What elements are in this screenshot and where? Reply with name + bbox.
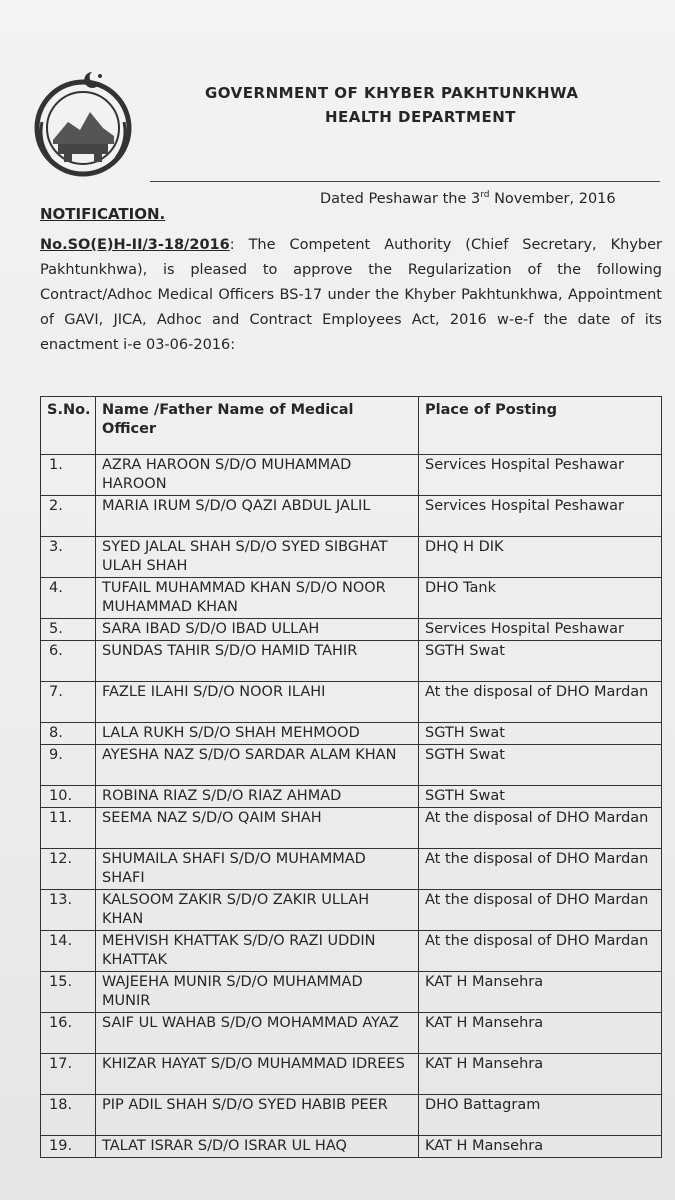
header-sno: S.No. xyxy=(41,397,96,455)
cell-posting: KAT H Mansehra xyxy=(419,1136,662,1158)
cell-name: SEEMA NAZ S/D/O QAIM SHAH xyxy=(96,808,419,849)
cell-name: FAZLE ILAHI S/D/O NOOR ILAHI xyxy=(96,682,419,723)
table-body xyxy=(41,455,662,1158)
table-row xyxy=(41,496,662,537)
table-row xyxy=(41,619,662,641)
government-title: GOVERNMENT OF KHYBER PAKHTUNKHWA xyxy=(205,84,579,102)
cell-name: SARA IBAD S/D/O IBAD ULLAH xyxy=(96,619,419,641)
cell-posting: SGTH Swat xyxy=(419,723,662,745)
table-row xyxy=(41,723,662,745)
cell-posting: Services Hospital Peshawar xyxy=(419,455,662,496)
table-row xyxy=(41,1095,662,1136)
cell-sno: 8. xyxy=(41,723,96,745)
cell-name: WAJEEHA MUNIR S/D/O MUHAMMAD MUNIR xyxy=(96,972,419,1013)
cell-name: SAIF UL WAHAB S/D/O MOHAMMAD AYAZ xyxy=(96,1013,419,1054)
table-row xyxy=(41,808,662,849)
cell-posting: At the disposal of DHO Mardan xyxy=(419,849,662,890)
cell-sno: 5. xyxy=(41,619,96,641)
cell-posting: SGTH Swat xyxy=(419,786,662,808)
government-emblem-icon xyxy=(28,62,138,182)
cell-posting: At the disposal of DHO Mardan xyxy=(419,808,662,849)
cell-sno: 7. xyxy=(41,682,96,723)
cell-sno: 13. xyxy=(41,890,96,931)
notification-heading: NOTIFICATION. xyxy=(40,205,166,223)
cell-name: MEHVISH KHATTAK S/D/O RAZI UDDIN KHATTAK xyxy=(96,931,419,972)
officers-table xyxy=(40,396,662,1158)
table-row xyxy=(41,455,662,496)
cell-name: KALSOOM ZAKIR S/D/O ZAKIR ULLAH KHAN xyxy=(96,890,419,931)
header-name: Name /Father Name of Medical Officer xyxy=(96,397,419,455)
cell-posting: KAT H Mansehra xyxy=(419,1054,662,1095)
table-row xyxy=(41,849,662,890)
cell-name: TUFAIL MUHAMMAD KHAN S/D/O NOOR MUHAMMAD KHAN xyxy=(96,578,419,619)
table-row xyxy=(41,745,662,786)
table-row xyxy=(41,931,662,972)
cell-posting: DHO Tank xyxy=(419,578,662,619)
table-row xyxy=(41,1136,662,1158)
cell-posting: At the disposal of DHO Mardan xyxy=(419,890,662,931)
cell-sno: 18. xyxy=(41,1095,96,1136)
reference-number: No.SO(E)H-II/3-18/2016 xyxy=(40,237,230,253)
cell-sno: 2. xyxy=(41,496,96,537)
dated-line xyxy=(320,190,616,207)
cell-sno: 3. xyxy=(41,537,96,578)
cell-posting: Services Hospital Peshawar xyxy=(419,496,662,537)
cell-sno: 14. xyxy=(41,931,96,972)
table-row xyxy=(41,1013,662,1054)
cell-sno: 4. xyxy=(41,578,96,619)
cell-name: TALAT ISRAR S/D/O ISRAR UL HAQ xyxy=(96,1136,419,1158)
cell-name: LALA RUKH S/D/O SHAH MEHMOOD xyxy=(96,723,419,745)
cell-sno: 15. xyxy=(41,972,96,1013)
table-row xyxy=(41,641,662,682)
cell-posting: KAT H Mansehra xyxy=(419,972,662,1013)
table-row xyxy=(41,786,662,808)
cell-sno: 10. xyxy=(41,786,96,808)
cell-posting: Services Hospital Peshawar xyxy=(419,619,662,641)
table-row xyxy=(41,972,662,1013)
cell-posting: DHQ H DIK xyxy=(419,537,662,578)
cell-name: KHIZAR HAYAT S/D/O MUHAMMAD IDREES xyxy=(96,1054,419,1095)
table-header-row xyxy=(41,397,662,455)
table-row xyxy=(41,537,662,578)
table-row xyxy=(41,682,662,723)
header-divider xyxy=(150,181,660,182)
cell-sno: 19. xyxy=(41,1136,96,1158)
cell-name: AZRA HAROON S/D/O MUHAMMAD HAROON xyxy=(96,455,419,496)
cell-sno: 16. xyxy=(41,1013,96,1054)
notification-body xyxy=(40,233,662,358)
cell-name: ROBINA RIAZ S/D/O RIAZ AHMAD xyxy=(96,786,419,808)
cell-name: MARIA IRUM S/D/O QAZI ABDUL JALIL xyxy=(96,496,419,537)
notification-text: : The Competent Authority (Chief Secretary, Khyber Pakhtunkhwa), is pleased to approve the Regularization of the following Contract/Adhoc Medical Officers BS-17 under the Khyber Pakhtunkhwa, Appointment of GAVI, JICA, Adhoc and Contract Employees Act, 2016 w-e-f the date of its enactment i-e 03-06-2016: xyxy=(40,237,662,353)
cell-name: SHUMAILA SHAFI S/D/O MUHAMMAD SHAFI xyxy=(96,849,419,890)
cell-posting: KAT H Mansehra xyxy=(419,1013,662,1054)
table-row xyxy=(41,1054,662,1095)
table-row xyxy=(41,890,662,931)
cell-name: SYED JALAL SHAH S/D/O SYED SIBGHAT ULAH SHAH xyxy=(96,537,419,578)
cell-posting: DHO Battagram xyxy=(419,1095,662,1136)
cell-sno: 12. xyxy=(41,849,96,890)
dated-suffix: November, 2016 xyxy=(489,190,616,207)
cell-name: SUNDAS TAHIR S/D/O HAMID TAHIR xyxy=(96,641,419,682)
table-row xyxy=(41,578,662,619)
cell-name: PIP ADIL SHAH S/D/O SYED HABIB PEER xyxy=(96,1095,419,1136)
cell-sno: 1. xyxy=(41,455,96,496)
cell-posting: At the disposal of DHO Mardan xyxy=(419,931,662,972)
dated-prefix: Dated Peshawar the 3 xyxy=(320,190,481,207)
department-title: HEALTH DEPARTMENT xyxy=(325,108,516,126)
cell-sno: 11. xyxy=(41,808,96,849)
cell-sno: 9. xyxy=(41,745,96,786)
cell-name: AYESHA NAZ S/D/O SARDAR ALAM KHAN xyxy=(96,745,419,786)
cell-posting: SGTH Swat xyxy=(419,745,662,786)
cell-sno: 6. xyxy=(41,641,96,682)
cell-posting: SGTH Swat xyxy=(419,641,662,682)
cell-posting: At the disposal of DHO Mardan xyxy=(419,682,662,723)
header-posting: Place of Posting xyxy=(419,397,662,455)
dated-superscript: rd xyxy=(480,190,490,200)
cell-sno: 17. xyxy=(41,1054,96,1095)
